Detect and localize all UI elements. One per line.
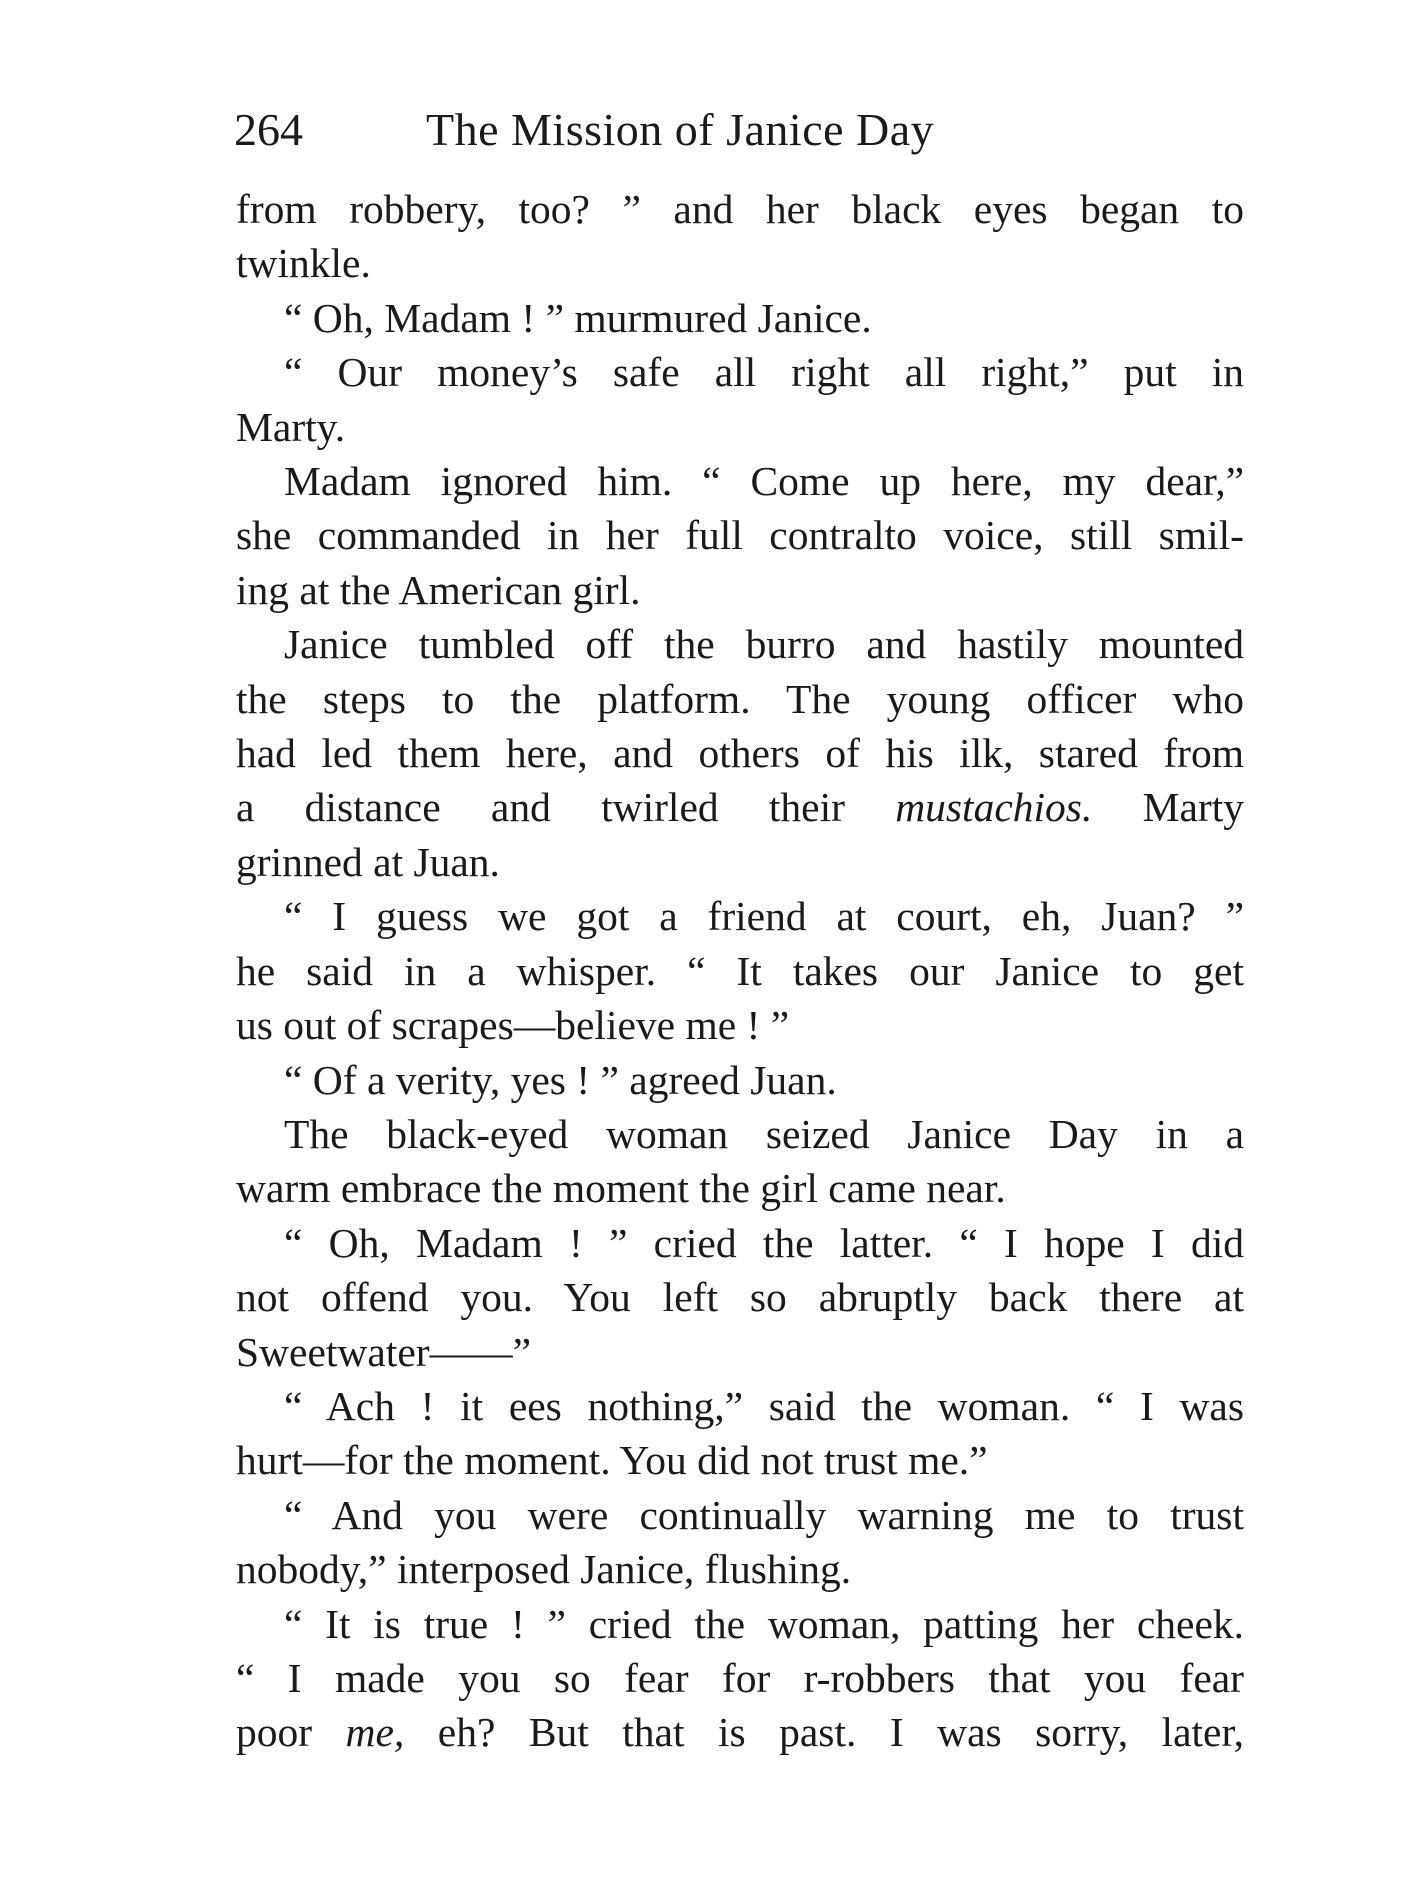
- text-line: The black-eyed woman seized Janice Day in a: [284, 1110, 1244, 1157]
- text-line: from robbery, too? ” and her black eyes began to: [236, 186, 1244, 232]
- text-line: not offend you. You left so abruptly back there at: [236, 1274, 1244, 1321]
- page-number: 264: [234, 104, 303, 155]
- text-line: he said in a whisper. “ It takes our Janice to get: [236, 947, 1244, 994]
- text-line: “ I guess we got a friend at court, eh, Juan? ”: [284, 893, 1244, 940]
- text-line: a distance and twirled their mustachios. Marty: [236, 784, 1244, 831]
- text-line: poor me, eh? But that is past. I was sorry, later,: [236, 1709, 1244, 1756]
- text-line: hurt—for the moment. You did not trust me.”: [236, 1437, 988, 1484]
- text-line: Madam ignored him. “ Come up here, my dear,”: [284, 458, 1244, 505]
- page-header: [234, 98, 1244, 162]
- text-line: ing at the American girl.: [236, 566, 641, 613]
- text-line: “ I made you so fear for r-robbers that you fear: [236, 1654, 1244, 1701]
- text-line: “ And you were continually warning me to trust: [284, 1491, 1244, 1538]
- text-line: “ Ach ! it ees nothing,” said the woman. “ I was: [284, 1382, 1244, 1429]
- text-line: Janice tumbled off the burro and hastily mounted: [284, 621, 1244, 668]
- italic-word: me,: [345, 1709, 405, 1756]
- text-line: twinkle.: [236, 240, 371, 287]
- text-line: grinned at Juan.: [236, 838, 500, 885]
- text-line: “ Our money’s safe all right all right,” put in: [284, 349, 1244, 396]
- text-line: she commanded in her full contralto voice, still smil-: [236, 512, 1244, 559]
- text-line: Sweetwater——”: [236, 1328, 531, 1375]
- text-line: “ It is true ! ” cried the woman, patting her cheek.: [284, 1600, 1244, 1647]
- italic-word: mustachios.: [895, 784, 1093, 831]
- text-line: “ Oh, Madam ! ” cried the latter. “ I hope I did: [284, 1219, 1244, 1266]
- running-title: The Mission of Janice Day: [426, 104, 935, 155]
- body-text: [236, 182, 1244, 1760]
- text-line: us out of scrapes—believe me ! ”: [236, 1002, 790, 1049]
- text-line: “ Of a verity, yes ! ” agreed Juan.: [284, 1056, 837, 1103]
- text-line: Marty.: [236, 403, 346, 450]
- text-line: had led them here, and others of his ilk, stared from: [236, 730, 1244, 777]
- text-line: warm embrace the moment the girl came near.: [236, 1165, 1006, 1212]
- text-line: the steps to the platform. The young officer who: [236, 675, 1244, 722]
- text-line: “ Oh, Madam ! ” murmured Janice.: [284, 294, 872, 341]
- text-line: nobody,” interposed Janice, flushing.: [236, 1546, 852, 1593]
